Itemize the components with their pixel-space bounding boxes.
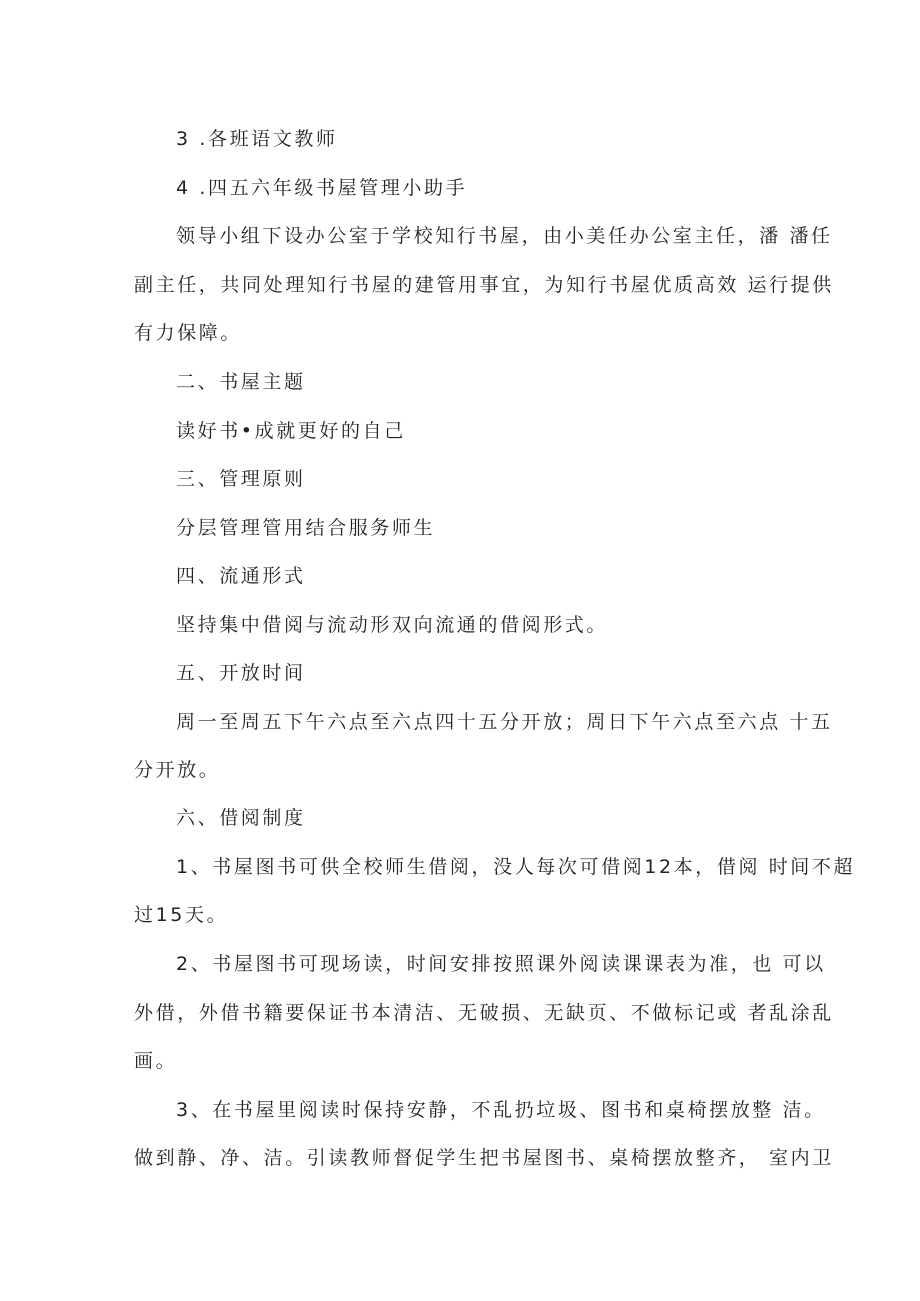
section-heading-principles: 三、管理原则: [176, 468, 306, 490]
paragraph-office-line-3: 有力保障。: [134, 322, 243, 344]
paragraph-office-line-2: 副主任，共同处理知行书屋的建管用事宜，为知行书屋优质高效 运行提供: [134, 274, 834, 296]
section-heading-borrowing-rules: 六、借阅制度: [176, 807, 306, 829]
rule-2-line-3: 画。: [134, 1050, 178, 1072]
paragraph-office-line-1: 领导小组下设办公室于学校知行书屋，由小美任办公室主任，潘 潘任: [176, 225, 833, 247]
rule-3-line-1: 3、在书屋里阅读时保持安静，不乱扔垃圾、图书和桌椅摆放整 洁。: [176, 1099, 826, 1121]
rule-1-line-2: 过15天。: [134, 904, 229, 926]
opening-hours-line-2: 分开放。: [134, 759, 221, 781]
circulation-text: 坚持集中借阅与流动形双向流通的借阅形式。: [176, 614, 609, 636]
principles-text: 分层管理管用结合服务师生: [176, 517, 436, 539]
rule-1-line-1: 1、书屋图书可供全校师生借阅，没人每次可借阅12本，借阅 时间不超: [176, 856, 856, 878]
rule-2-line-1: 2、书屋图书可现场读，时间安排按照课外阅读课课表为准，也 可以: [176, 953, 826, 975]
rule-3-line-2: 做到静、净、洁。引读教师督促学生把书屋图书、桌椅摆放整齐， 室内卫: [134, 1147, 834, 1169]
list-item-3: 3 .各班语文教师: [176, 128, 338, 150]
theme-text: 读好书•成就更好的自己: [176, 420, 406, 442]
opening-hours-line-1: 周一至周五下午六点至六点四十五分开放；周日下午六点至六点 十五: [176, 711, 833, 733]
section-heading-circulation: 四、流通形式: [176, 565, 306, 587]
section-heading-theme: 二、书屋主题: [176, 371, 306, 393]
section-heading-opening-hours: 五、开放时间: [176, 662, 306, 684]
list-item-4: 4 .四五六年级书屋管理小助手: [176, 177, 468, 199]
rule-2-line-2: 外借，外借书籍要保证书本清洁、无破损、无缺页、不做标记或 者乱涂乱: [134, 1002, 834, 1024]
